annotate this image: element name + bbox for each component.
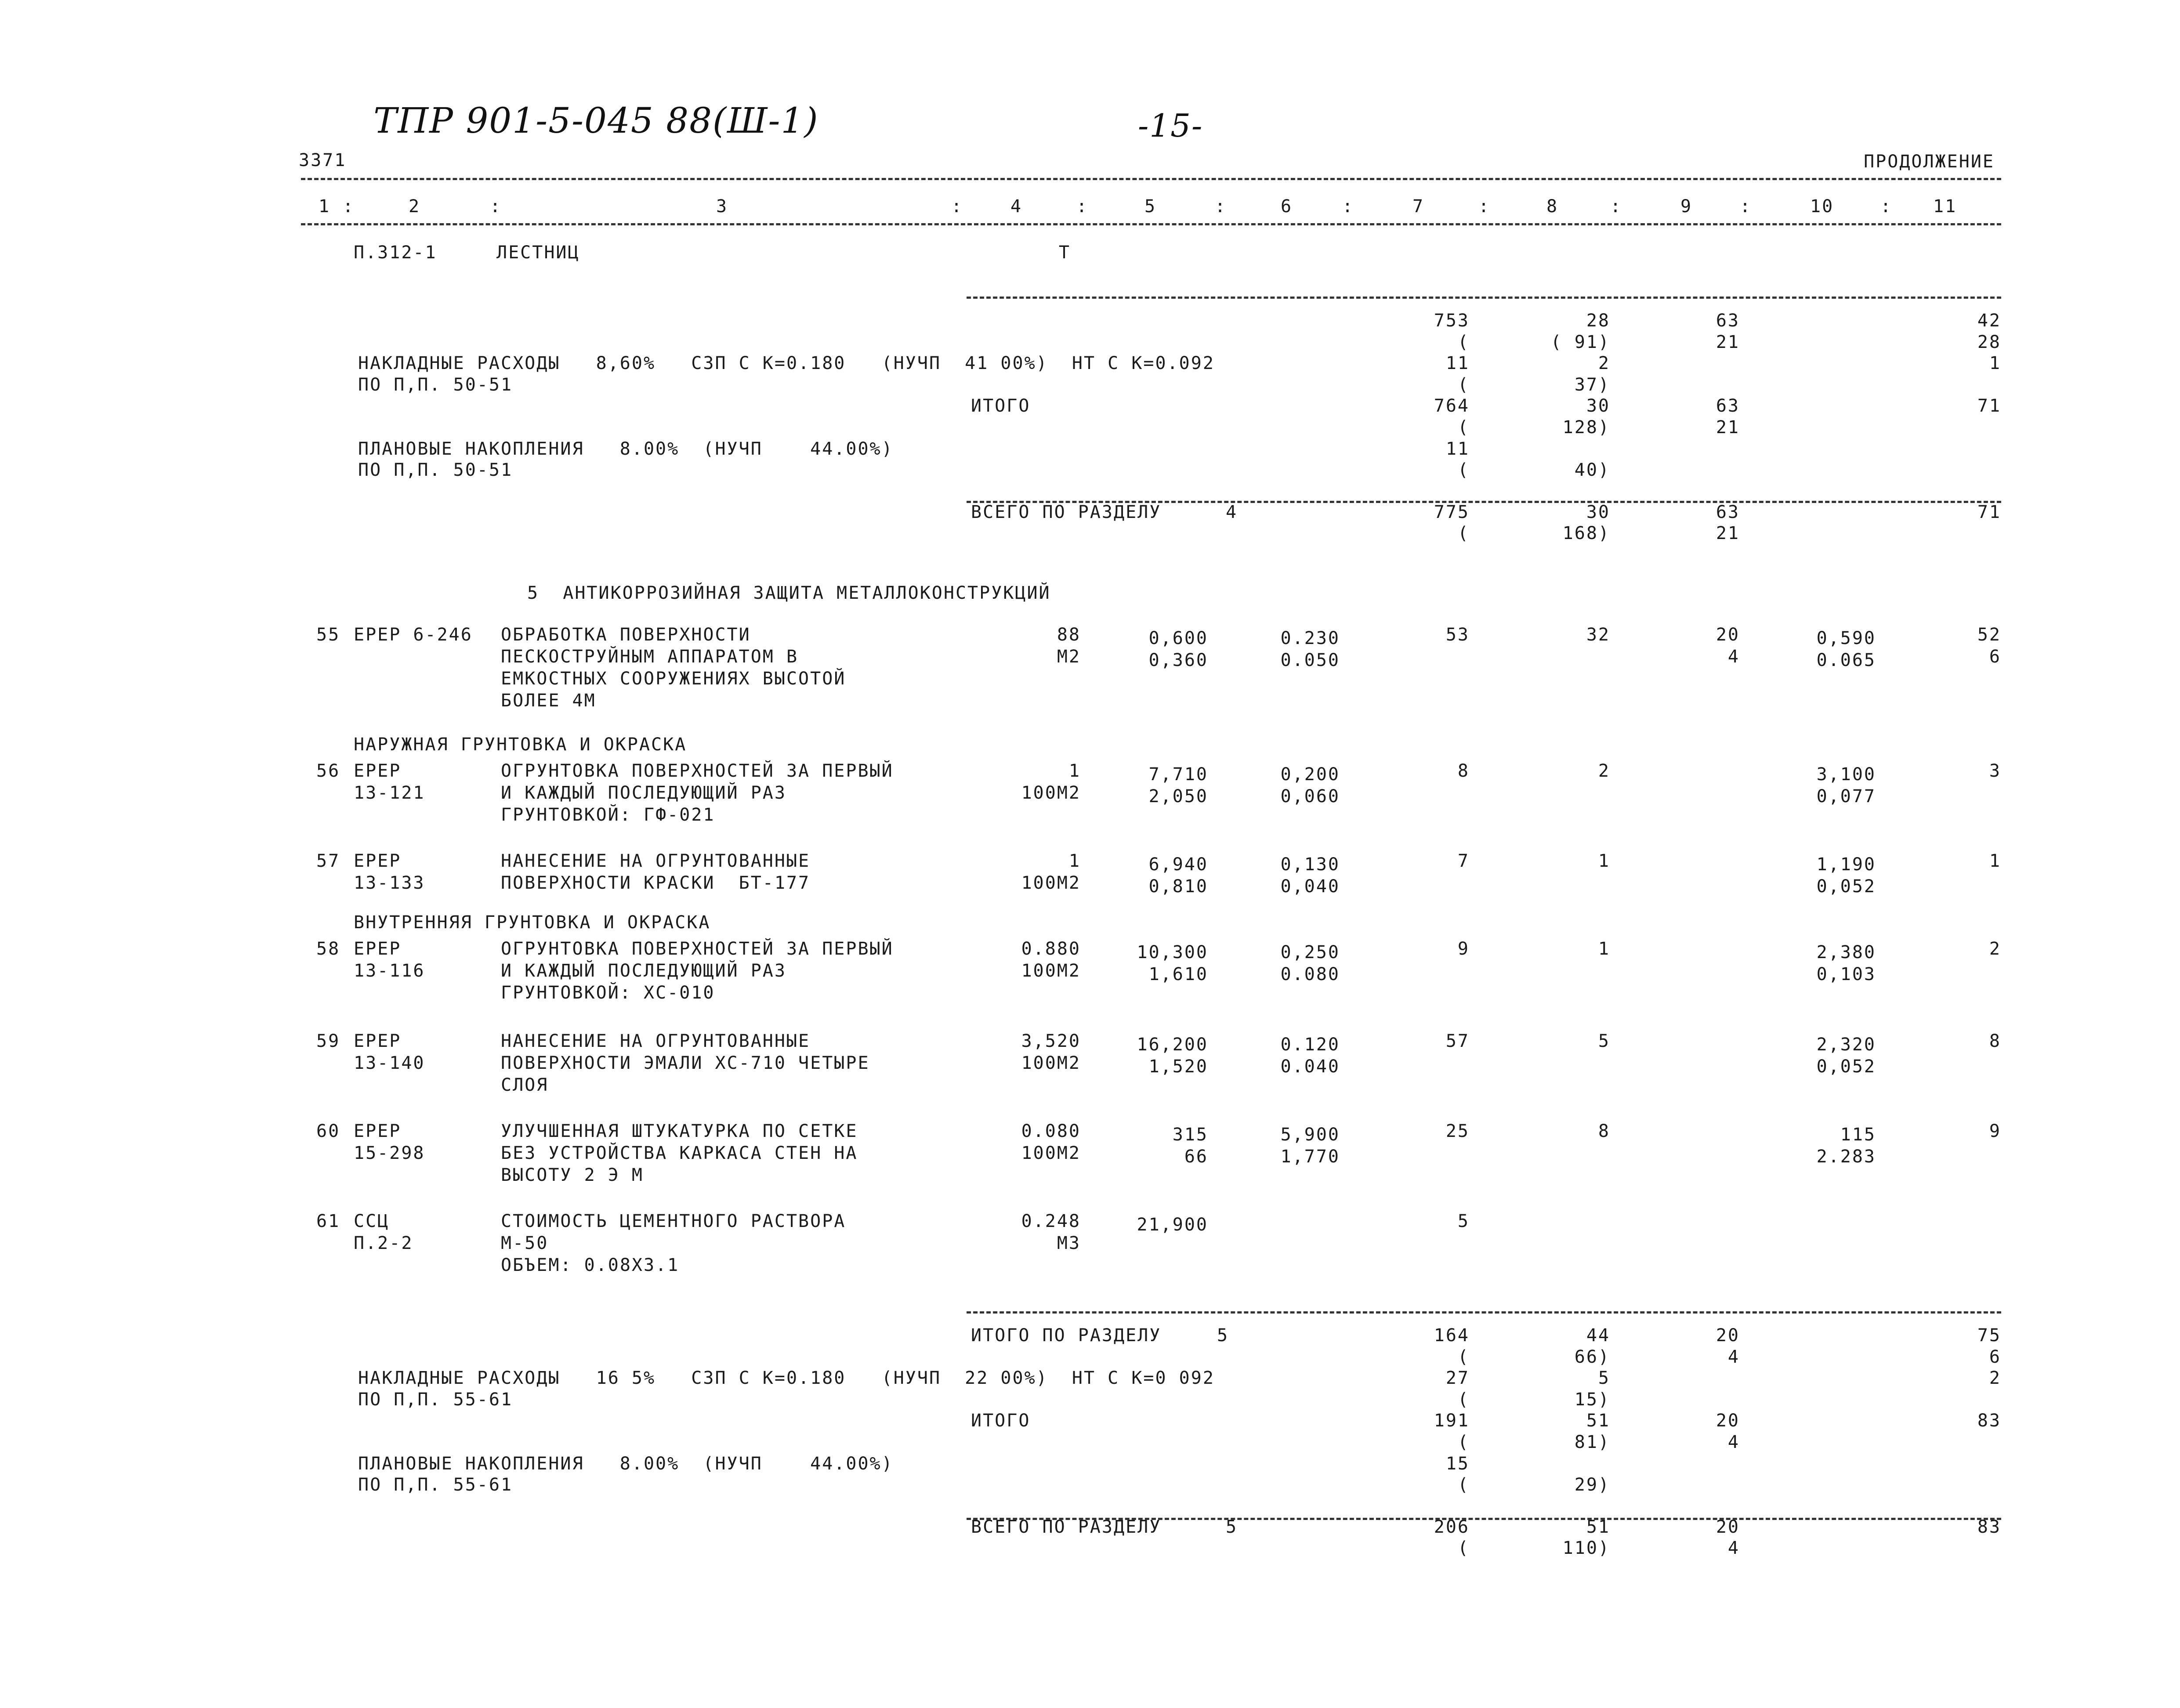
overhead-col8-wages: 15) [1574,1389,1610,1410]
item-c10: 0.065 [1816,650,1876,670]
total-col8-wages: ( 91) [1550,332,1610,352]
planned-savings-label: ПЛАНОВЫЕ НАКОПЛЕНИЯ 8.00% (НУЧП 44.00%) [358,1453,894,1474]
grand-col9-sub: 4 [1727,1538,1740,1559]
item-c5: 315 [1172,1125,1208,1145]
item-description: ОГРУНТОВКА ПОВЕРХНОСТЕЙ ЗА ПЕРВЫЙ [501,761,894,781]
total-col9: 20 [1716,1325,1740,1346]
total-col7: 164 [1434,1325,1470,1346]
section4-grand-rule [967,501,2001,503]
grand-col8-wages: 168) [1562,523,1610,544]
total-col11-sub: 6 [1989,1346,2001,1367]
item-c4: 0.248 [1021,1211,1081,1231]
item-c6: 0.080 [1280,964,1340,984]
column-header-8: 8 [1546,196,1559,217]
item-c10: 1,190 [1816,854,1876,875]
section5-total-rule [967,1311,2001,1314]
item-description: ПОВЕРХНОСТИ ЭМАЛИ ХС-710 ЧЕТЫРЕ [501,1053,870,1073]
column-header-6: 6 [1281,196,1293,217]
item-description: ГРУНТОВКОЙ: ХС-010 [501,983,715,1003]
item-c6: 0.230 [1280,628,1340,648]
overhead-label: НАКЛАДНЫЕ РАСХОДЫ 16 5% СЗП С К=0.180 (НУЧП 22 00%) НТ С К=0 092 [358,1368,1215,1389]
item-c11: 2 [1989,939,2001,959]
column-separator: : [1478,196,1491,217]
handwritten-document-code: ТПР 901-5-045 88(Ш-1) [373,100,819,141]
grand-col9-sub: 21 [1716,523,1740,544]
item-c6: 1,770 [1280,1147,1340,1167]
column-separator: : [1342,196,1354,217]
item-c10: 3,100 [1816,764,1876,785]
header-rule-bottom [301,223,2001,225]
section5-title: 5 АНТИКОРРОЗИЙНАЯ ЗАЩИТА МЕТАЛЛОКОНСТРУКЦИЙ [527,583,1051,603]
item-description: ВЫСОТУ 2 Э М [501,1165,644,1185]
item-c4: 100М2 [1021,1143,1081,1163]
item-description: ЕМКОСТНЫХ СООРУЖЕНИЯХ ВЫСОТОЙ [501,669,846,689]
planned-col8: 40) [1574,460,1610,481]
item-c8: 1 [1598,851,1610,871]
header-rule-top [301,178,2001,180]
column-header-9: 9 [1680,196,1693,217]
grand-col9: 20 [1716,1516,1740,1537]
item-c10: 115 [1840,1125,1876,1145]
item-description: ОБЪЕМ: 0.08Х3.1 [501,1255,680,1275]
overhead-col8: 2 [1598,353,1610,374]
item-c8: 5 [1598,1031,1610,1051]
item-c5: 1,610 [1148,964,1208,984]
group-label: ВНУТРЕННЯЯ ГРУНТОВКА И ОКРАСКА [354,912,711,933]
item-c4: 100М2 [1021,1053,1081,1073]
planned-col7: 15 [1445,1453,1470,1474]
overhead-col8-wages: 37) [1574,374,1610,395]
overhead-reference: ПО П,П. 55-61 [358,1389,513,1410]
item-c6: 0,040 [1280,876,1340,897]
item-c4: 1 [1068,761,1081,781]
item-code: 13-121 [354,783,425,803]
item-c11: 1 [1989,851,2001,871]
column-header-10: 10 [1810,196,1834,217]
grand-col8: 51 [1586,1516,1610,1537]
subtotal-col8: 51 [1586,1411,1610,1431]
column-header-11: 11 [1933,196,1957,217]
item-c8: 32 [1586,625,1610,645]
subtotal-col11: 71 [1977,396,2001,416]
item-c10: 0,077 [1816,786,1876,807]
subtotal-col9-sub: 21 [1716,417,1740,438]
item-description: ПОВЕРХНОСТИ КРАСКИ БТ-177 [501,873,811,893]
item-description: ОГРУНТОВКА ПОВЕРХНОСТЕЙ ЗА ПЕРВЫЙ [501,939,894,959]
subtotal-col7-paren: ( [1457,1432,1470,1452]
overhead-reference: ПО П,П. 50-51 [358,374,513,395]
subtotal-col8-wages: 128) [1562,417,1610,438]
item-c7: 5 [1457,1211,1470,1231]
group-label: НАРУЖНАЯ ГРУНТОВКА И ОКРАСКА [354,735,687,755]
planned-col7-paren: ( [1457,460,1470,481]
overhead-col7: 11 [1445,353,1470,374]
item-description: ГРУНТОВКОЙ: ГФ-021 [501,805,715,825]
item-code: ЕРЕР 6-246 [354,625,473,645]
continuation-label: ПРОДОЛЖЕНИЕ [1864,152,1995,172]
grand-col7-paren: ( [1457,523,1470,544]
item-code: ЕРЕР [354,761,402,781]
item-c10: 2.283 [1816,1147,1876,1167]
item-c10: 0,103 [1816,964,1876,984]
item-c11: 9 [1989,1121,2001,1141]
item-c11: 3 [1989,761,2001,781]
item-c5: 1,520 [1148,1057,1208,1077]
item-unit: Т [1059,242,1071,263]
grand-col11: 83 [1977,1516,2001,1537]
item-code: ЕРЕР [354,1121,402,1141]
item-code: ЕРЕР [354,851,402,871]
item-c6: 0.120 [1280,1035,1340,1055]
item-c4: 100М2 [1021,873,1081,893]
item-c11: 52 [1977,625,2001,645]
item-number: 60 [316,1121,340,1141]
item-c4: 0.080 [1021,1121,1081,1141]
grand-total-label: ВСЕГО ПО РАЗДЕЛУ [971,502,1162,522]
item-c7: 53 [1445,625,1470,645]
overhead-col7-paren: ( [1457,1389,1470,1410]
column-separator: : [1740,196,1752,217]
subtotal-col7-paren: ( [1457,417,1470,438]
subtotal-label: ИТОГО [971,1411,1031,1431]
section-number: 5 [1226,1516,1238,1537]
item-description: М-50 [501,1233,549,1253]
total-col8: 28 [1586,311,1610,331]
column-header-7: 7 [1412,196,1425,217]
item-code: ЕРЕР [354,1031,402,1051]
item-c4: 0.880 [1021,939,1081,959]
column-header-4: 4 [1010,196,1023,217]
item-c5: 16,200 [1137,1035,1208,1055]
item-c6: 0,200 [1280,764,1340,785]
item-c6: 0.040 [1280,1057,1340,1077]
planned-savings-reference: ПО П,П. 50-51 [358,460,513,481]
total-col11-sub: 28 [1977,332,2001,352]
column-separator: : [1215,196,1227,217]
item-c7: 8 [1457,761,1470,781]
item-c5: 6,940 [1148,854,1208,875]
item-c4: М3 [1057,1233,1081,1253]
item-code: 13-140 [354,1053,425,1073]
grand-total-label: ВСЕГО ПО РАЗДЕЛУ [971,1516,1162,1537]
item-c6: 5,900 [1280,1125,1340,1145]
column-separator: : [343,196,355,217]
item-code: 13-133 [354,873,425,893]
item-c4: 1 [1068,851,1081,871]
planned-col7-paren: ( [1457,1475,1470,1495]
document-number: 3371 [299,150,347,170]
item-c8: 8 [1598,1121,1610,1141]
section-number: 4 [1226,502,1238,522]
subtotal-col8-wages: 81) [1574,1432,1610,1452]
total-col7: 753 [1434,311,1470,331]
overhead-col7-paren: ( [1457,374,1470,395]
item-c6: 0,060 [1280,786,1340,807]
item-description: БОЛЕЕ 4М [501,691,596,711]
item-c5: 10,300 [1137,942,1208,963]
total-col9: 63 [1716,311,1740,331]
item-c4: 3,520 [1021,1031,1081,1051]
item-code: ССЦ [354,1211,390,1231]
column-header-2: 2 [409,196,421,217]
item-number: 59 [316,1031,340,1051]
total-col7-paren: ( [1457,1346,1470,1367]
item-code: П.2-2 [354,1233,413,1253]
column-header-1: 1 [319,196,331,217]
column-separator: : [1076,196,1089,217]
item-description: ОБРАБОТКА ПОВЕРХНОСТИ [501,625,751,645]
item-c7: 25 [1445,1121,1470,1141]
total-col11: 42 [1977,311,2001,331]
item-number: 58 [316,939,340,959]
item-description: УЛУЧШЕННАЯ ШТУКАТУРКА ПО СЕТКЕ [501,1121,858,1141]
item-c9: 4 [1727,647,1740,667]
item-c5: 7,710 [1148,764,1208,785]
item-number: 55 [316,625,340,645]
item-description: НАНЕСЕНИЕ НА ОГРУНТОВАННЫЕ [501,1031,811,1051]
item-c10: 0,052 [1816,876,1876,897]
column-separator: : [490,196,502,217]
item-c5: 0,810 [1148,876,1208,897]
item-c10: 0,052 [1816,1057,1876,1077]
planned-col8: 29) [1574,1475,1610,1495]
subtotal-label: ИТОГО [971,396,1031,416]
total-col11: 75 [1977,1325,2001,1346]
item-c11: 8 [1989,1031,2001,1051]
item-code: 13-116 [354,961,425,981]
column-header-5: 5 [1144,196,1157,217]
column-separator: : [1880,196,1893,217]
item-c8: 2 [1598,761,1610,781]
item-description: ПЕСКОСТРУЙНЫМ АППАРАТОМ В [501,647,799,667]
item-c4: М2 [1057,647,1081,667]
item-c4: 100М2 [1021,783,1081,803]
grand-col11: 71 [1977,502,2001,522]
item-description: НАНЕСЕНИЕ НА ОГРУНТОВАННЫЕ [501,851,811,871]
section-total-label: ИТОГО ПО РАЗДЕЛУ [971,1325,1162,1346]
item-c4: 88 [1057,625,1081,645]
section5-grand-rule [967,1518,2001,1520]
overhead-label: НАКЛАДНЫЕ РАСХОДЫ 8,60% СЗП С К=0.180 (НУЧП 41 00%) НТ С К=0.092 [358,353,1215,374]
item-c8: 1 [1598,939,1610,959]
column-header-3: 3 [716,196,728,217]
overhead-col11: 1 [1989,353,2001,374]
subtotal-col9: 20 [1716,1411,1740,1431]
grand-col7: 206 [1434,1516,1470,1537]
item-number: 56 [316,761,340,781]
item-c5: 0,600 [1148,628,1208,648]
total-col8: 44 [1586,1325,1610,1346]
overhead-col8: 5 [1598,1368,1610,1389]
item-description: И КАЖДЫЙ ПОСЛЕДУЮЩИЙ РАЗ [501,961,786,981]
item-number: 57 [316,851,340,871]
total-col7-paren: ( [1457,332,1470,352]
item-code: ЕРЕР [354,939,402,959]
item-description: СЛОЯ [501,1075,549,1095]
item-c10: 2,320 [1816,1035,1876,1055]
item-number: 61 [316,1211,340,1231]
subtotal-col8: 30 [1586,396,1610,416]
subtotal-col9: 63 [1716,396,1740,416]
grand-col7-paren: ( [1457,1538,1470,1559]
item-code: 15-298 [354,1143,425,1163]
planned-col7: 11 [1445,438,1470,459]
item-description: СТОИМОСТЬ ЦЕМЕНТНОГО РАСТВОРА [501,1211,846,1231]
item-description: И КАЖДЫЙ ПОСЛЕДУЮЩИЙ РАЗ [501,783,786,803]
total-col9-sub: 21 [1716,332,1740,352]
subtotal-col9-sub: 4 [1727,1432,1740,1452]
item-c10: 0,590 [1816,628,1876,648]
section4-total-rule [967,297,2001,299]
column-separator: : [1610,196,1622,217]
item-c4: 100М2 [1021,961,1081,981]
item-name: ЛЕСТНИЦ [496,242,580,263]
subtotal-col7: 191 [1434,1411,1470,1431]
item-c7: 9 [1457,939,1470,959]
item-c7: 7 [1457,851,1470,871]
total-col9-sub: 4 [1727,1346,1740,1367]
item-c5: 21,900 [1137,1215,1208,1235]
item-c5: 66 [1184,1147,1208,1167]
page-number: -15- [1138,107,1203,144]
subtotal-col11: 83 [1977,1411,2001,1431]
item-c5: 0,360 [1148,650,1208,670]
item-c10: 2,380 [1816,942,1876,963]
overhead-col7: 27 [1445,1368,1470,1389]
item-code: П.312-1 [354,242,437,263]
planned-savings-reference: ПО П,П. 55-61 [358,1475,513,1495]
grand-col7: 775 [1434,502,1470,522]
total-col8-wages: 66) [1574,1346,1610,1367]
item-c9: 20 [1716,625,1740,645]
subtotal-col7: 764 [1434,396,1470,416]
planned-savings-label: ПЛАНОВЫЕ НАКОПЛЕНИЯ 8.00% (НУЧП 44.00%) [358,438,894,459]
grand-col8: 30 [1586,502,1610,522]
column-separator: : [951,196,963,217]
section-number: 5 [1217,1325,1229,1346]
overhead-col11: 2 [1989,1368,2001,1389]
item-c11: 6 [1989,647,2001,667]
item-c7: 57 [1445,1031,1470,1051]
item-description: БЕЗ УСТРОЙСТВА КАРКАСА СТЕН НА [501,1143,858,1163]
grand-col8-wages: 110) [1562,1538,1610,1559]
item-c6: 0,130 [1280,854,1340,875]
item-c5: 2,050 [1148,786,1208,807]
item-c6: 0,250 [1280,942,1340,963]
grand-col9: 63 [1716,502,1740,522]
item-c6: 0.050 [1280,650,1340,670]
